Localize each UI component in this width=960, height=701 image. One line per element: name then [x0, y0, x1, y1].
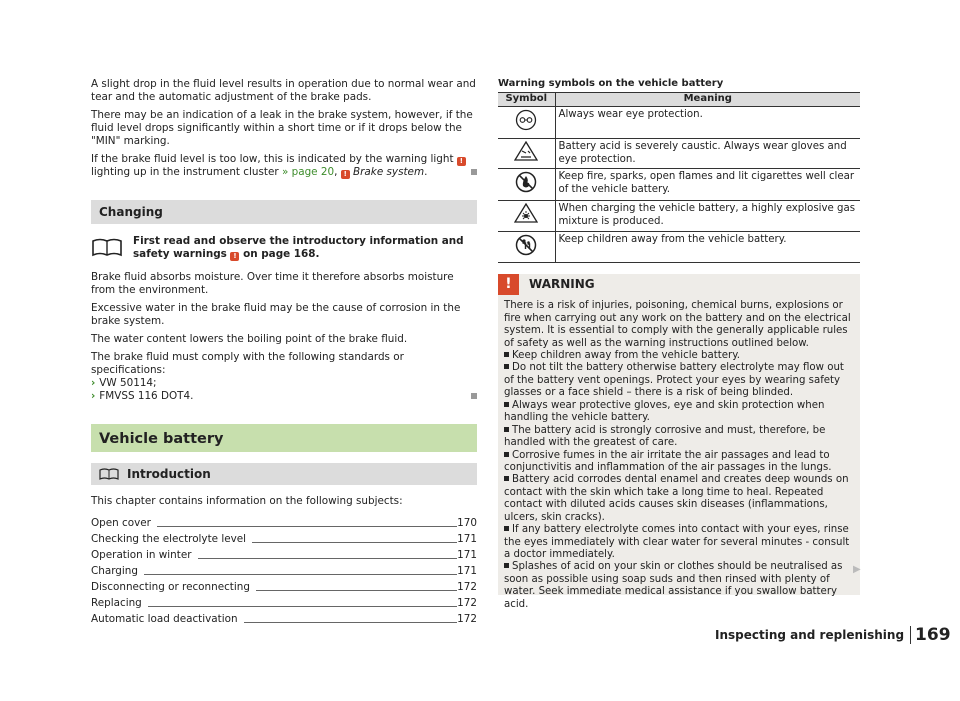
page-footer	[715, 626, 951, 644]
bullet-icon	[504, 364, 509, 369]
keep-children-away-icon	[515, 234, 537, 256]
warning-intro: There is a risk of injuries, poisoning, chemical burns, explosions or fire when carrying out any work on the battery and on the electrical system. It is essential to comply with the generally applicable rules of safety as well as the warning instructions outlined below.	[504, 300, 851, 349]
paragraph	[91, 351, 477, 377]
text: If the brake fluid level is too low, this is indicated by the warning light	[91, 153, 454, 165]
column-header-symbol: Symbol	[498, 93, 555, 107]
table-row	[498, 231, 860, 263]
table-row	[498, 138, 860, 169]
warning-body	[498, 294, 860, 611]
table-row	[498, 107, 860, 139]
bullet-icon	[504, 526, 509, 531]
bullet-icon	[504, 402, 509, 407]
paragraph: Excessive water in the brake fluid may be the cause of corrosion in the brake system.	[91, 302, 461, 327]
meaning-cell: When charging the vehicle battery, a highly explosive gas mixture is produced.	[555, 201, 860, 232]
bullet-icon	[504, 427, 509, 432]
text: Introduction	[127, 466, 211, 481]
warning-icon: !	[230, 252, 239, 261]
toc	[91, 514, 477, 626]
text: The brake fluid must comply with the following standards or specifications:	[91, 351, 404, 376]
toc-item[interactable]: Operation in winter 171	[91, 549, 477, 561]
arrow-icon: ›	[91, 390, 96, 402]
bullet-icon	[504, 352, 509, 357]
text: VW 50114;	[99, 377, 157, 389]
toc-item[interactable]: Disconnecting or reconnecting 172	[91, 581, 477, 593]
warning-icon: !	[498, 274, 519, 295]
column-header-meaning: Meaning	[555, 93, 860, 107]
warning-item: Battery acid corrodes dental enamel and creates deep wounds on contact with the skin which take a long time to heal. Repeated contact with diluted acids causes skin diseases (inflammations, ulcers, skin cracks).	[504, 474, 849, 523]
table-row	[498, 201, 860, 232]
warning-box	[498, 274, 860, 610]
toc-item[interactable]: Replacing 172	[91, 597, 477, 609]
section-end-icon	[471, 393, 477, 399]
warning-item: Splashes of acid on your skin or clothes should be neutralised as soon as possible using soap suds and then rinsed with plenty of water. Seek immediate medical assistance if you swallow battery acid.	[504, 561, 843, 610]
spec-item	[91, 377, 477, 390]
text: on page 168.	[243, 248, 320, 260]
left-column	[91, 78, 477, 626]
brake-warning-icon: !	[341, 170, 350, 179]
table-title: Warning symbols on the vehicle battery	[498, 78, 724, 89]
table-row	[498, 169, 860, 201]
paragraph: A slight drop in the fluid level results in operation due to normal wear and tear and the automatic adjustment of the brake pads.	[91, 78, 476, 103]
text: lighting up in the instrument cluster	[91, 166, 279, 178]
eye-protection-icon	[515, 109, 537, 131]
section-end-icon	[471, 169, 477, 175]
warning-symbols-table	[498, 92, 860, 263]
footer-section-title: Inspecting and replenishing	[715, 627, 905, 642]
bullet-icon	[504, 563, 509, 568]
right-column	[498, 78, 860, 610]
paragraph: If the brake fluid level is too low, this is indicated by the warning light ! lighting up in the instrument cluster » page 20, ! Brake system.	[91, 153, 477, 179]
continue-arrow-icon: ▶	[853, 564, 861, 575]
book-icon	[99, 468, 119, 480]
read-first-note	[91, 235, 477, 261]
caustic-acid-icon	[514, 141, 538, 161]
book-icon	[91, 237, 123, 257]
no-fire-icon	[515, 171, 537, 193]
paragraph: There may be an indication of a leak in the brake system, however, if the fluid level drops significantly within a short time or if it drops below the "MIN" marking.	[91, 109, 473, 147]
toc-item[interactable]: Charging 171	[91, 565, 477, 577]
warning-header	[498, 274, 860, 294]
section-heading-changing: Changing	[91, 200, 477, 224]
warning-item: Keep children away from the vehicle battery.	[504, 350, 854, 362]
text: First read and observe the introductory information and safety warnings	[133, 235, 464, 260]
warning-item: Always wear protective gloves, eye and skin protection when handling the vehicle battery.	[504, 399, 825, 424]
arrow-icon: ›	[91, 377, 96, 389]
warning-item: The battery acid is strongly corrosive and must, therefore, be handled with the greatest of care.	[504, 424, 826, 449]
warning-title: WARNING	[529, 276, 595, 291]
paragraph: Brake fluid absorbs moisture. Over time it therefore absorbs moisture from the environment.	[91, 271, 454, 296]
page-link[interactable]: » page 20	[281, 166, 335, 178]
brake-warning-icon: !	[457, 157, 466, 166]
section-heading-introduction	[91, 463, 477, 485]
text: FMVSS 116 DOT4.	[99, 390, 194, 402]
section-heading-vehicle-battery: Vehicle battery	[91, 424, 477, 452]
toc-item[interactable]: Checking the electrolyte level 171	[91, 533, 477, 545]
spec-item	[91, 390, 477, 403]
meaning-cell: Keep children away from the vehicle battery.	[555, 231, 860, 263]
meaning-cell: Battery acid is severely caustic. Always wear gloves and eye protection.	[555, 138, 860, 169]
explosive-gas-icon	[514, 203, 538, 223]
bullet-icon	[504, 452, 509, 457]
warning-item: Do not tilt the battery otherwise battery electrolyte may flow out of the battery vent openings. Protect your eyes by wearing safety glasses or a face shield – there is a risk of being blinded.	[504, 362, 844, 399]
table-header	[498, 93, 860, 107]
meaning-cell: Always wear eye protection.	[555, 107, 860, 139]
toc-item[interactable]: Open cover 170	[91, 517, 477, 529]
paragraph: This chapter contains information on the following subjects:	[91, 495, 403, 507]
toc-item[interactable]: Automatic load deactivation 172	[91, 613, 477, 625]
warning-item: If any battery electrolyte comes into contact with your eyes, rinse the eyes immediately with clear water for several minutes - consult a doctor immediately.	[504, 524, 850, 560]
warning-item: Corrosive fumes in the air irritate the air passages and lead to conjunctivitis and inflammation of the air passages in the lungs.	[504, 449, 832, 473]
paragraph: The water content lowers the boiling point of the brake fluid.	[91, 333, 408, 345]
page-number: 169	[910, 626, 951, 644]
meaning-cell: Keep fire, sparks, open flames and lit cigarettes well clear of the vehicle battery.	[555, 169, 860, 201]
text: Brake system	[353, 166, 425, 178]
bullet-icon	[504, 476, 509, 481]
